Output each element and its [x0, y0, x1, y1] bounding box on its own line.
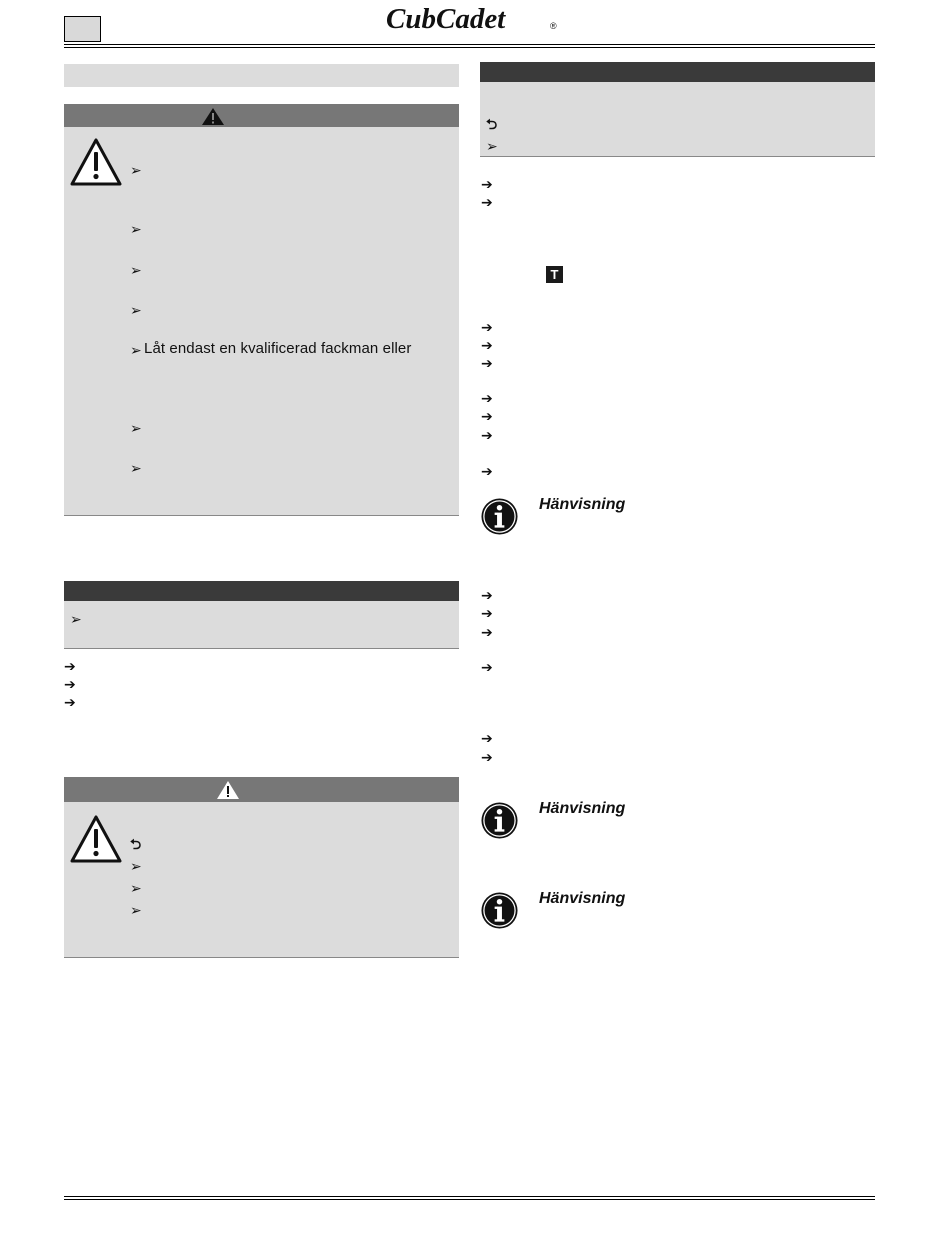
warning-header-bar: [64, 104, 459, 127]
arrow-icon: ➔: [481, 337, 493, 353]
arrow-icon: ➔: [481, 624, 493, 640]
bullet-icon: ➢: [130, 902, 142, 918]
warning-box-body: [64, 127, 459, 515]
cub-cadet-logo: [380, 2, 570, 36]
info-box-rule: [64, 648, 459, 649]
warning-header-icon: [201, 107, 225, 126]
arrow-icon: ➔: [481, 463, 493, 479]
arrow-icon: ➔: [64, 658, 76, 674]
right-box-body: [480, 82, 875, 156]
warning-box-rule: [64, 957, 459, 958]
arrow-icon: ➔: [64, 694, 76, 710]
arrow-icon: ➔: [481, 355, 493, 371]
arrow-icon: ➔: [481, 390, 493, 406]
bullet-icon: ➢: [130, 880, 142, 896]
right-box-rule: [480, 156, 875, 157]
arrow-icon: ➔: [481, 605, 493, 621]
footer-rule-bottom: [64, 1199, 875, 1200]
language-box: [64, 16, 101, 42]
bullet-icon: ➢: [130, 460, 142, 476]
arrow-icon: ➔: [481, 730, 493, 746]
bullet-icon: ➢: [130, 342, 142, 358]
arrow-icon: ➔: [481, 408, 493, 424]
header-rule-top: [64, 44, 875, 45]
bullet-icon: ➢: [70, 611, 82, 627]
info-icon: [480, 891, 519, 930]
info-icon: [480, 801, 519, 840]
note-title: Hänvisning: [539, 800, 626, 817]
loop-icon: ⮌: [130, 836, 142, 852]
arrow-icon: ➔: [481, 659, 493, 675]
loop-icon: ⮌: [486, 116, 498, 132]
warning1-item-5: Låt endast en kvalificerad fackman eller: [144, 340, 412, 357]
warning-triangle-icon: [70, 138, 122, 186]
bullet-icon: ➢: [130, 262, 142, 278]
brand-text: CubCadet: [386, 3, 506, 35]
bullet-icon: ➢: [130, 302, 142, 318]
bullet-icon: ➢: [486, 138, 498, 154]
bullet-icon: ➢: [130, 858, 142, 874]
note-title: Hänvisning: [539, 496, 626, 513]
bullet-icon: ➢: [130, 162, 142, 178]
warning-header-bar: [64, 777, 459, 802]
info-box-header-bar: [64, 581, 459, 601]
arrow-icon: ➔: [481, 587, 493, 603]
warning-triangle-icon: [70, 815, 122, 863]
arrow-icon: ➔: [481, 749, 493, 765]
arrow-icon: ➔: [64, 676, 76, 692]
note-title: Hänvisning: [539, 890, 626, 907]
warning-header-icon: [216, 780, 240, 800]
info-icon: [480, 497, 519, 536]
bullet-icon: ➢: [130, 221, 142, 237]
warning-box-rule: [64, 515, 459, 516]
bullet-icon: ➢: [130, 420, 142, 436]
arrow-icon: ➔: [481, 427, 493, 443]
t-key-icon: T: [546, 266, 563, 283]
info-box-body: [64, 601, 459, 648]
right-box-header-bar: [480, 62, 875, 82]
arrow-icon: ➔: [481, 194, 493, 210]
header-rule-bottom: [64, 47, 875, 48]
registered-mark: ®: [550, 21, 557, 31]
warning-box-body: [64, 802, 459, 957]
footer-rule-top: [64, 1196, 875, 1197]
arrow-icon: ➔: [481, 176, 493, 192]
arrow-icon: ➔: [481, 319, 493, 335]
section-heading-band: [64, 64, 459, 87]
